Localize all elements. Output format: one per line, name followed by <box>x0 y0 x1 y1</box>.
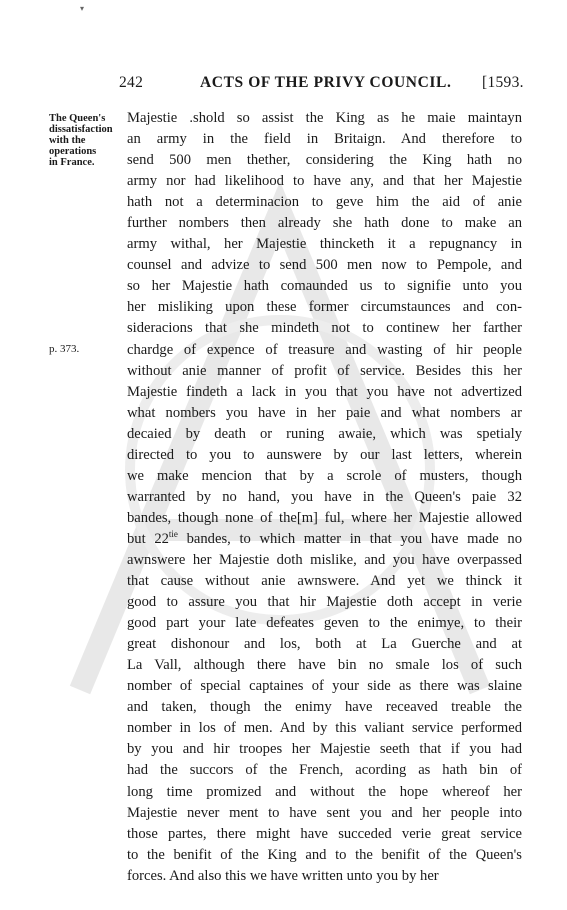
text-line: those partes, there might have succeded verie great service <box>127 825 522 842</box>
text-line: counsel and advize to send 500 men now to Pempole, and <box>127 257 522 274</box>
text-line: army withal, her Majestie thincketh it a repugnancy in <box>127 236 522 253</box>
text-line: that cause without anie awnswere. And yet we thinck it <box>127 573 522 590</box>
sidenote-page-reference: p. 373. <box>49 343 80 355</box>
text-line: send 500 men thether, considering the King hath no <box>127 152 522 169</box>
text-line: great dishonour and los, both at La Guerche and at <box>127 636 522 653</box>
text-line: chardge of expence of treasure and wasting of hir people <box>127 341 522 358</box>
text-line: nomber in los of men. And by this valiant service performed <box>127 720 522 737</box>
text-line: we make mencion that by a scrole of musters, though <box>127 467 522 484</box>
text-line: without anie manner of profit of service. Besides this her <box>127 362 522 379</box>
text-line: La Vall, although there have bin no smale los of such <box>127 657 522 674</box>
text-line: Majestie .shold so assist the King as he maie maintayn <box>127 110 522 126</box>
sidenote-line: operations <box>49 146 97 157</box>
superscript-text: tie <box>168 529 178 540</box>
running-title: ACTS OF THE PRIVY COUNCIL. <box>200 74 452 91</box>
sidenote-topic <box>49 113 125 168</box>
text-line: Majestie findeth a lack in you that you have not advertized <box>127 383 522 400</box>
text-line: awnswere her Majestie doth mislike, and you have overpassed <box>127 551 522 568</box>
text-line: had the succors of the French, acording as hath bin of <box>127 762 522 779</box>
text-line: Majestie never ment to have sent you and her people into <box>127 804 522 821</box>
text-line: but $22^{tie}$ bandes, to which matter in that you have made no <box>127 529 522 547</box>
text-line: directed to you to aunswere by our last letters, wherein <box>127 446 522 463</box>
text-line: so her Majestie hath comaunded us to signifie unto you <box>127 278 522 295</box>
text-line: warranted by no hand, you have in the Queen's paie 32 <box>127 488 522 505</box>
text-line: further nombers then already she hath done to make an <box>127 215 522 232</box>
text-line: sideracions that she mindeth not to continew her farther <box>127 320 522 337</box>
body-text <box>127 108 522 887</box>
text-line: nomber of special captaines of your side as there was slaine <box>127 678 522 695</box>
text-line: hath not a determinacion to geve him the aid of anie <box>127 194 522 211</box>
sidenote-line: in France. <box>49 157 95 168</box>
stray-mark: ▾ <box>80 4 85 13</box>
text-line: to the benifit of the King and to the benifit of the Queen's <box>127 846 522 863</box>
text-line: army nor had likelihood to have any, and that her Majestie <box>127 173 522 190</box>
text-line: what nombers you have in her paie and what nombers ar <box>127 404 522 421</box>
text-line: and taken, though the enimy have receaved treable the <box>127 699 522 716</box>
text-line: decaied by death or runing awaie, which was spetialy <box>127 425 522 442</box>
sidenote-line: dissatisfaction <box>49 124 113 135</box>
text-line: her misliking upon these former circumstaunces and con- <box>127 299 522 316</box>
text-line: forces. And also this we have written unto you by her <box>127 867 439 884</box>
text-line: long time promized and without the hope whereof her <box>127 783 522 800</box>
sidenote-line: The Queen's <box>49 113 106 124</box>
page-header <box>0 74 567 96</box>
text-line: good to assure you that hir Majestie doth accept in verie <box>127 594 522 611</box>
text-line: by you and hir troopes her Majestie seeth that if you had <box>127 741 522 758</box>
text-line: an army in the field in Britaign. And therefore to <box>127 131 522 148</box>
sidenote-line: with the <box>49 135 86 146</box>
text-line: bandes, though none of the[m] ful, where her Majestie allowed <box>127 509 522 526</box>
text-line: good part your late defeates geven to the enimye, to their <box>127 615 522 632</box>
year-marker: [1593. <box>482 74 524 91</box>
page-number: 242 <box>119 74 144 91</box>
